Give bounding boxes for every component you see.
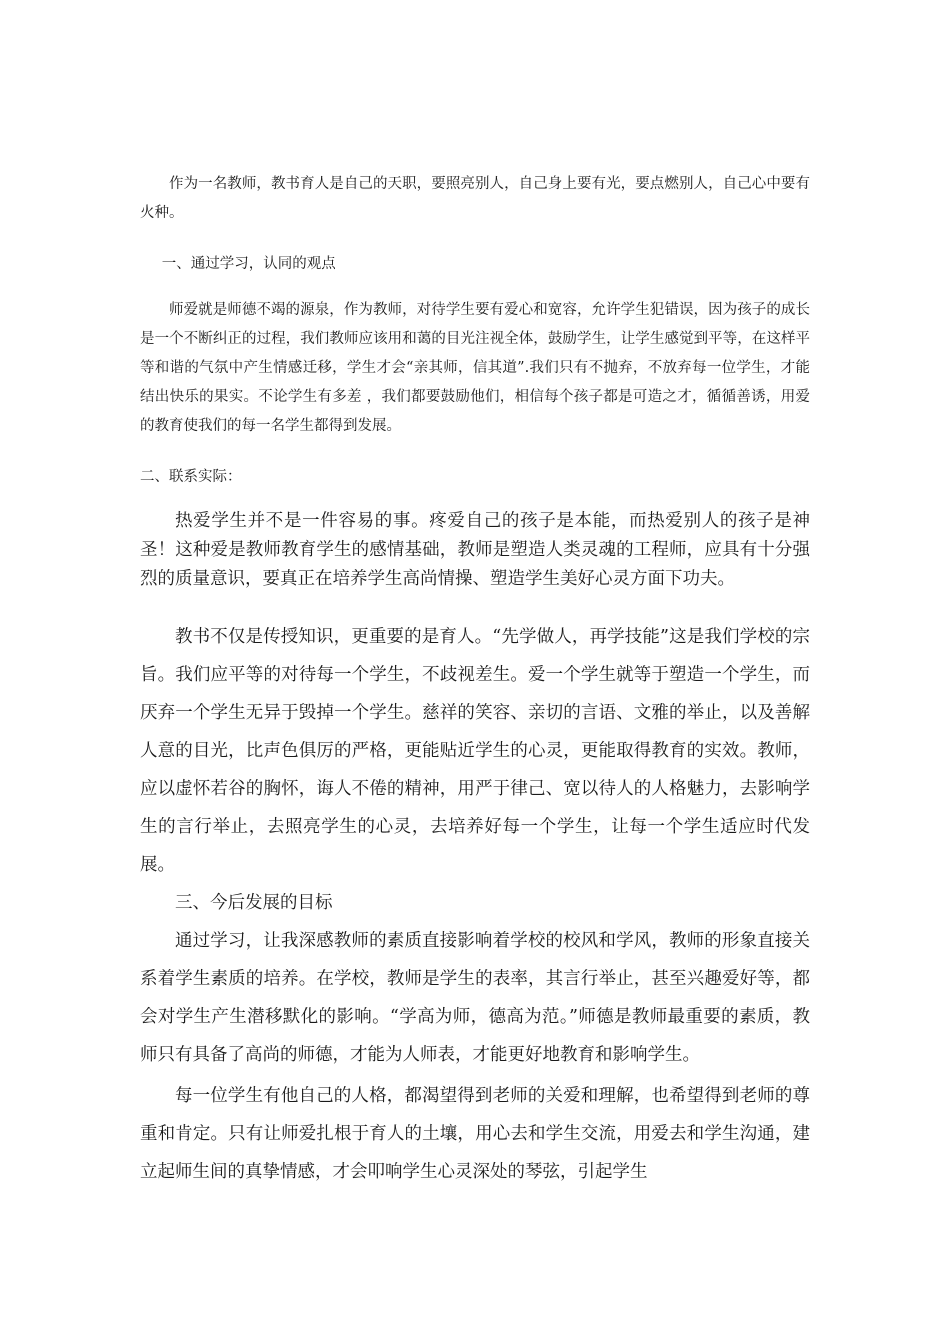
body-paragraph-5: 每一位学生有他自己的人格，都渴望得到老师的关爱和理解，也希望得到老师的尊重和肯定。只有让师爱扎根于育人的土壤，用心去和学生交流，用爱去和学生沟通，建立起师生间的真挚情感，才会叩响学生心灵深处的琴弦，引起学生 <box>140 1086 810 1182</box>
section-heading-1: 一、通过学习，认同的观点 <box>161 256 336 272</box>
section-heading-3: 三、今后发展的目标 <box>175 893 333 913</box>
section-heading-2: 二、联系实际： <box>140 469 242 485</box>
document-page <box>140 170 810 1191</box>
intro-paragraph: 作为一名教师，教书育人是自己的天职，要照亮别人，自己身上要有光，要点燃别人，自己心中要有火种。 <box>140 176 810 221</box>
body-paragraph-3: 教书不仅是传授知识，更重要的是育人。“先学做人，再学技能”这是我们学校的宗旨。我们应平等的对待每一个学生，不歧视差生。爱一个学生就等于塑造一个学生，而厌弃一个学生无异于毁掉一个学生。慈祥的笑容、亲切的言语、文雅的举止，以及善解人意的目光，比声色俱厉的严格，更能贴近学生的心灵，更能取得教育的实效。教师，应以虚怀若谷的胸怀，诲人不倦的精神，用严于律己、宽以待人的人格魅力，去影响学生的言行举止，去照亮学生的心灵，去培养好每一个学生，让每一个学生适应时代发展。 <box>140 627 810 875</box>
body-paragraph-2: 热爱学生并不是一件容易的事。疼爱自己的孩子是本能，而热爱别人的孩子是神圣！这种爱是教师教育学生的感情基础，教师是塑造人类灵魂的工程师，应具有十分强烈的质量意识，要真正在培养学生高尚情操、塑造学生美好心灵方面下功夫。 <box>140 511 810 589</box>
body-paragraph-1: 师爱就是师德不竭的源泉，作为教师，对待学生要有爱心和宽容，允许学生犯错误，因为孩子的成长是一个不断纠正的过程，我们教师应该用和蔼的目光注视全体，鼓励学生，让学生感觉到平等，在这样平等和谐的气氛中产生情感迁移，学生才会“亲其师，信其道”.我们只有不抛弃，不放弃每一位学生，才能结出快乐的果实。不论学生有多差 ，我们都要鼓励他们，相信每个孩子都是可造之才，循循善诱，用爱的教育使我们的每一名学生都得到发展。 <box>140 302 810 434</box>
body-paragraph-4: 通过学习，让我深感教师的素质直接影响着学校的校风和学风，教师的形象直接关系着学生素质的培养。在学校，教师是学生的表率，其言行举止，甚至兴趣爱好等，都会对学生产生潜移默化的影响。“学高为师，德高为范。”师德是教师最重要的素质，教师只有具备了高尚的师德，才能为人师表，才能更好地教育和影响学生。 <box>140 931 810 1065</box>
